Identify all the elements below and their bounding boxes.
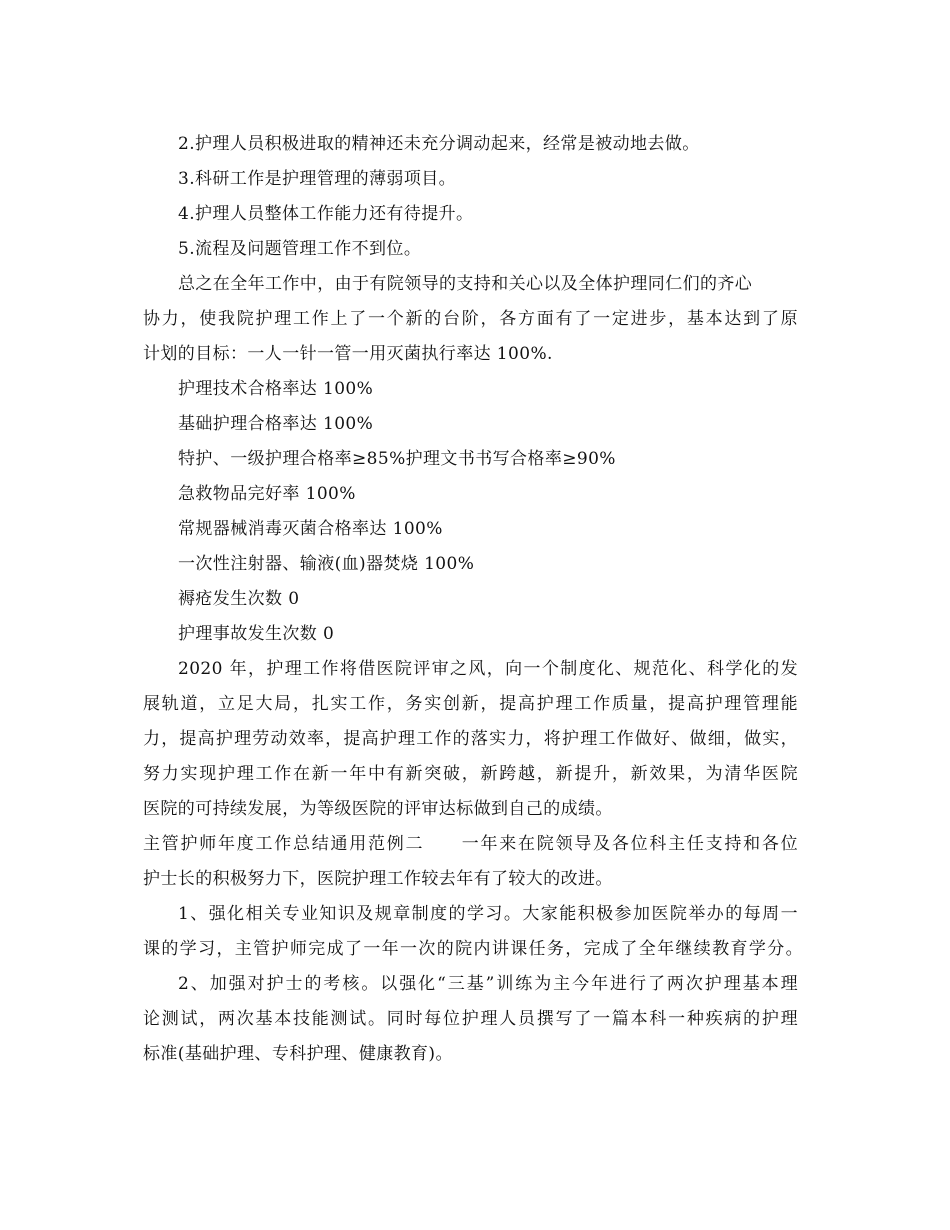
text-line: 力，提高护理劳动效率，提高护理工作的落实力，将护理工作做好、做细，做实， [143, 729, 798, 749]
text-line: 努力实现护理工作在新一年中有新突破，新跨越，新提升，新效果，为清华医院 [143, 764, 798, 784]
text-line: 基础护理合格率达 100% [178, 414, 374, 434]
text-line: 特护、一级护理合格率≥85%护理文书书写合格率≥90% [178, 449, 616, 469]
text-line: 2.护理人员积极进取的精神还未充分调动起来，经常是被动地去做。 [178, 134, 700, 154]
text-line: 论测试，两次基本技能测试。同时每位护理人员撰写了一篇本科一种疾病的护理 [143, 1009, 798, 1029]
text-line: 计划的目标：一人一针一管一用灭菌执行率达 100%. [143, 344, 553, 364]
text-line: 总之在全年工作中，由于有院领导的支持和关心以及全体护理同仁们的齐心 [178, 274, 753, 294]
text-line: 5.流程及问题管理工作不到位。 [178, 239, 422, 259]
text-line: 褥疮发生次数 0 [178, 589, 300, 609]
text-line: 标准(基础护理、专科护理、健康教育)。 [143, 1044, 453, 1064]
text-line: 2020 年，护理工作将借医院评审之风，向一个制度化、规范化、科学化的发 [178, 659, 798, 679]
text-line: 一次性注射器、输液(血)器焚烧 100% [178, 554, 475, 574]
text-line: 医院的可持续发展，为等级医院的评审达标做到自己的成绩。 [143, 799, 613, 819]
text-line: 4.护理人员整体工作能力还有待提升。 [178, 204, 474, 224]
text-line: 护理事故发生次数 0 [178, 624, 335, 644]
text-line: 护士长的积极努力下，医院护理工作较去年有了较大的改进。 [143, 869, 613, 889]
text-line: 展轨道，立足大局，扎实工作，务实创新，提高护理工作质量，提高护理管理能 [143, 694, 798, 714]
text-line: 主管护师年度工作总结通用范例二 一年来在院领导及各位科主任支持和各位 [143, 834, 798, 854]
text-line: 常规器械消毒灭菌合格率达 100% [178, 519, 443, 539]
text-line: 协力，使我院护理工作上了一个新的台阶，各方面有了一定进步，基本达到了原 [143, 309, 798, 329]
text-line: 课的学习，主管护师完成了一年一次的院内讲课任务，完成了全年继续教育学分。 [143, 939, 803, 959]
text-line: 2、加强对护士的考核。以强化“三基”训练为主今年进行了两次护理基本理 [178, 974, 798, 994]
text-line: 1、强化相关专业知识及规章制度的学习。大家能积极参加医院举办的每周一 [178, 904, 798, 924]
text-line: 急救物品完好率 100% [178, 484, 356, 504]
text-line: 3.科研工作是护理管理的薄弱项目。 [178, 169, 457, 189]
text-line: 护理技术合格率达 100% [178, 379, 374, 399]
